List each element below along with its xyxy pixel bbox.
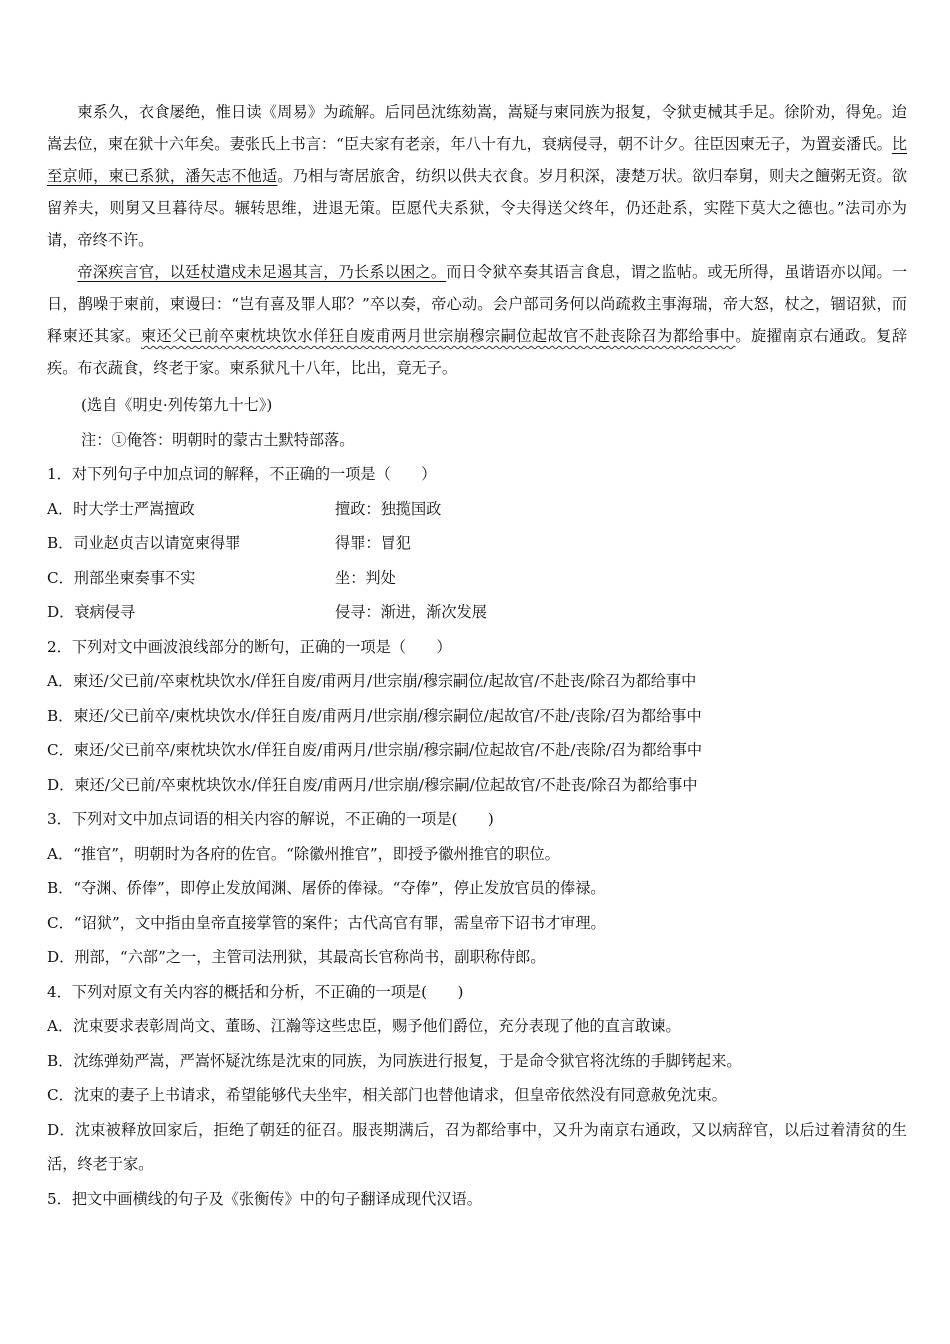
option-d-sentence: D．衰病侵寻 xyxy=(47,603,136,621)
question-2-option-d: D．柬还/父已前/卒柬枕块饮水/佯狂自废/甫两月/世宗崩/穆宗嗣/位起故官/不赴丧/除召为都给事中 xyxy=(47,775,698,794)
underlined-sentence-2: 帝深疾言官，以廷杖遣戍未足遏其言，乃长系以困之。 xyxy=(77,263,447,281)
paragraph-2-middle: 而日令狱卒奏其语言食息，谓之监帖。或无所得，虽谐语亦以闻。一日，鹊噪于柬前，柬谩曰：“岂有喜及罪人耶？”卒以奏，帝心动。会户部司务何以尚疏救主事海瑞，帝大怒，杖之，锢诏狱，而释柬还其家。 xyxy=(47,263,908,345)
question-2-option-a: A．柬还/父已前/卒柬枕块饮水/佯狂自废/甫两月/世宗崩/穆宗嗣位/起故官/不赴丧/除召为都给事中 xyxy=(47,672,697,690)
question-1-option-a xyxy=(47,492,907,527)
option-d-explanation: 侵寻：渐进，渐次发展 xyxy=(335,603,487,621)
paragraph-1-text: 柬系久，衣食屡绝，惟日读《周易》为疏解。后同邑沈练劾嵩，嵩疑与柬同族为报复，令狱吏械其手足。徐阶劝，得免。迨嵩去位，柬在狱十六年矣。妻张氏上书言：“臣夫家有老亲，年八十有九，衰病侵寻，朝不计夕。往臣因柬无子，为置妾潘氏。 xyxy=(47,103,907,153)
question-2-stem: 2．下列对文中画波浪线部分的断句，正确的一项是（ ） xyxy=(47,637,452,656)
annotation-note: 注：①俺答：明朝时的蒙古土默特部落。 xyxy=(81,430,355,449)
question-1-option-b xyxy=(47,526,907,561)
question-4-option-b: B．沈练弹劾严嵩，严嵩怀疑沈练是沈束的同族，为同族进行报复，于是命令狱官将沈练的手脚铐起来。 xyxy=(47,1051,742,1070)
question-2-option-b: B．柬还/父已前卒/柬枕块饮水/佯狂自废/甫两月/世宗崩/穆宗嗣位/起故官/不赴/丧除/召为都给事中 xyxy=(47,706,702,725)
passage-paragraph-1 xyxy=(47,96,907,256)
option-c-sentence: C．刑部坐柬奏事不实 xyxy=(47,568,196,587)
option-a-explanation: 擅政：独揽国政 xyxy=(335,499,442,518)
wavy-line-passage: 柬还父已前卒柬枕块饮水佯狂自废甫两月世宗崩穆宗嗣位起故官不赴丧除召为都给事中 xyxy=(140,327,736,345)
question-4-option-d: D．沈束被释放回家后，拒绝了朝廷的征召。服丧期满后，召为都给事中，又升为南京右通政，又以病辞官，以后过着清贫的生活，终老于家。 xyxy=(47,1120,907,1173)
question-3-option-c: C．“诏狱”，文中指由皇帝直接掌管的案件；古代高官有罪，需皇帝下诏书才审理。 xyxy=(47,913,606,932)
option-a-sentence: A．时大学士严嵩擅政 xyxy=(47,499,195,518)
question-2-option-c: C．柬还/父已前卒/柬枕块饮水/佯狂自废/甫两月/世宗崩/穆宗嗣/位起故官/不赴/丧除/召为都给事中 xyxy=(47,741,703,759)
question-3-stem: 3．下列对文中加点词语的相关内容的解说，不正确的一项是( ) xyxy=(47,810,494,828)
underlined-sentence-1: 比至京师，柬已系狱，潘矢志不他适 xyxy=(47,135,907,185)
source-citation: (选自《明史·列传第九十七》) xyxy=(81,396,273,414)
question-4-option-a: A．沈束要求表彰周尚文、董旸、江瀚等这些忠臣，赐予他们爵位，充分表现了他的直言敢谏。 xyxy=(47,1017,681,1035)
option-b-sentence: B．司业赵贞吉以请宽柬得罪 xyxy=(47,534,241,552)
question-4-stem: 4．下列对原文有关内容的概括和分析，不正确的一项是( ) xyxy=(47,982,464,1001)
passage-paragraph-2 xyxy=(47,256,907,384)
paragraph-1-rest: 。乃相与寄居旅舍，纺织以供夫衣食。岁月积深，凄楚万状。欲归奉舅，则夫之饘粥无资。欲留养夫，则舅又旦暮待尽。辗转思维，进退无策。臣愿代夫系狱，令夫得送父终年，仍还赴系，实陛下莫大之德也。”法司亦为请，帝终不许。 xyxy=(47,167,908,249)
question-3-option-b: B．“夺渊、侨俸”，即停止发放闻渊、屠侨的俸禄。“夺俸”，停止发放官员的俸禄。 xyxy=(47,879,606,897)
question-1-option-d xyxy=(47,595,907,630)
question-3-option-d: D．刑部，“六部”之一，主管司法刑狱，其最高长官称尚书，副职称侍郎。 xyxy=(47,948,546,966)
question-3-option-a: A．“推官”，明朝时为各府的佐官。“除徽州推官”，即授予徽州推官的职位。 xyxy=(47,844,560,863)
question-1-option-c xyxy=(47,561,907,596)
paragraph-2-end: 。旋擢南京右通政。复辞疾。布衣蔬食，终老于家。柬系狱凡十八年，比出，竟无子。 xyxy=(47,327,908,377)
option-c-explanation: 坐：判处 xyxy=(335,568,396,587)
question-5-stem: 5．把文中画横线的句子及《张衡传》中的句子翻译成现代汉语。 xyxy=(47,1189,482,1208)
option-b-explanation: 得罪：冒犯 xyxy=(335,534,411,552)
document-page xyxy=(47,96,907,1216)
question-1-stem: 1．对下列句子中加点词的解释，不正确的一项是（ ） xyxy=(47,465,437,483)
question-4-option-c: C．沈束的妻子上书请求，希望能够代夫坐牢，相关部门也替他请求，但皇帝依然没有同意赦免沈束。 xyxy=(47,1086,727,1104)
